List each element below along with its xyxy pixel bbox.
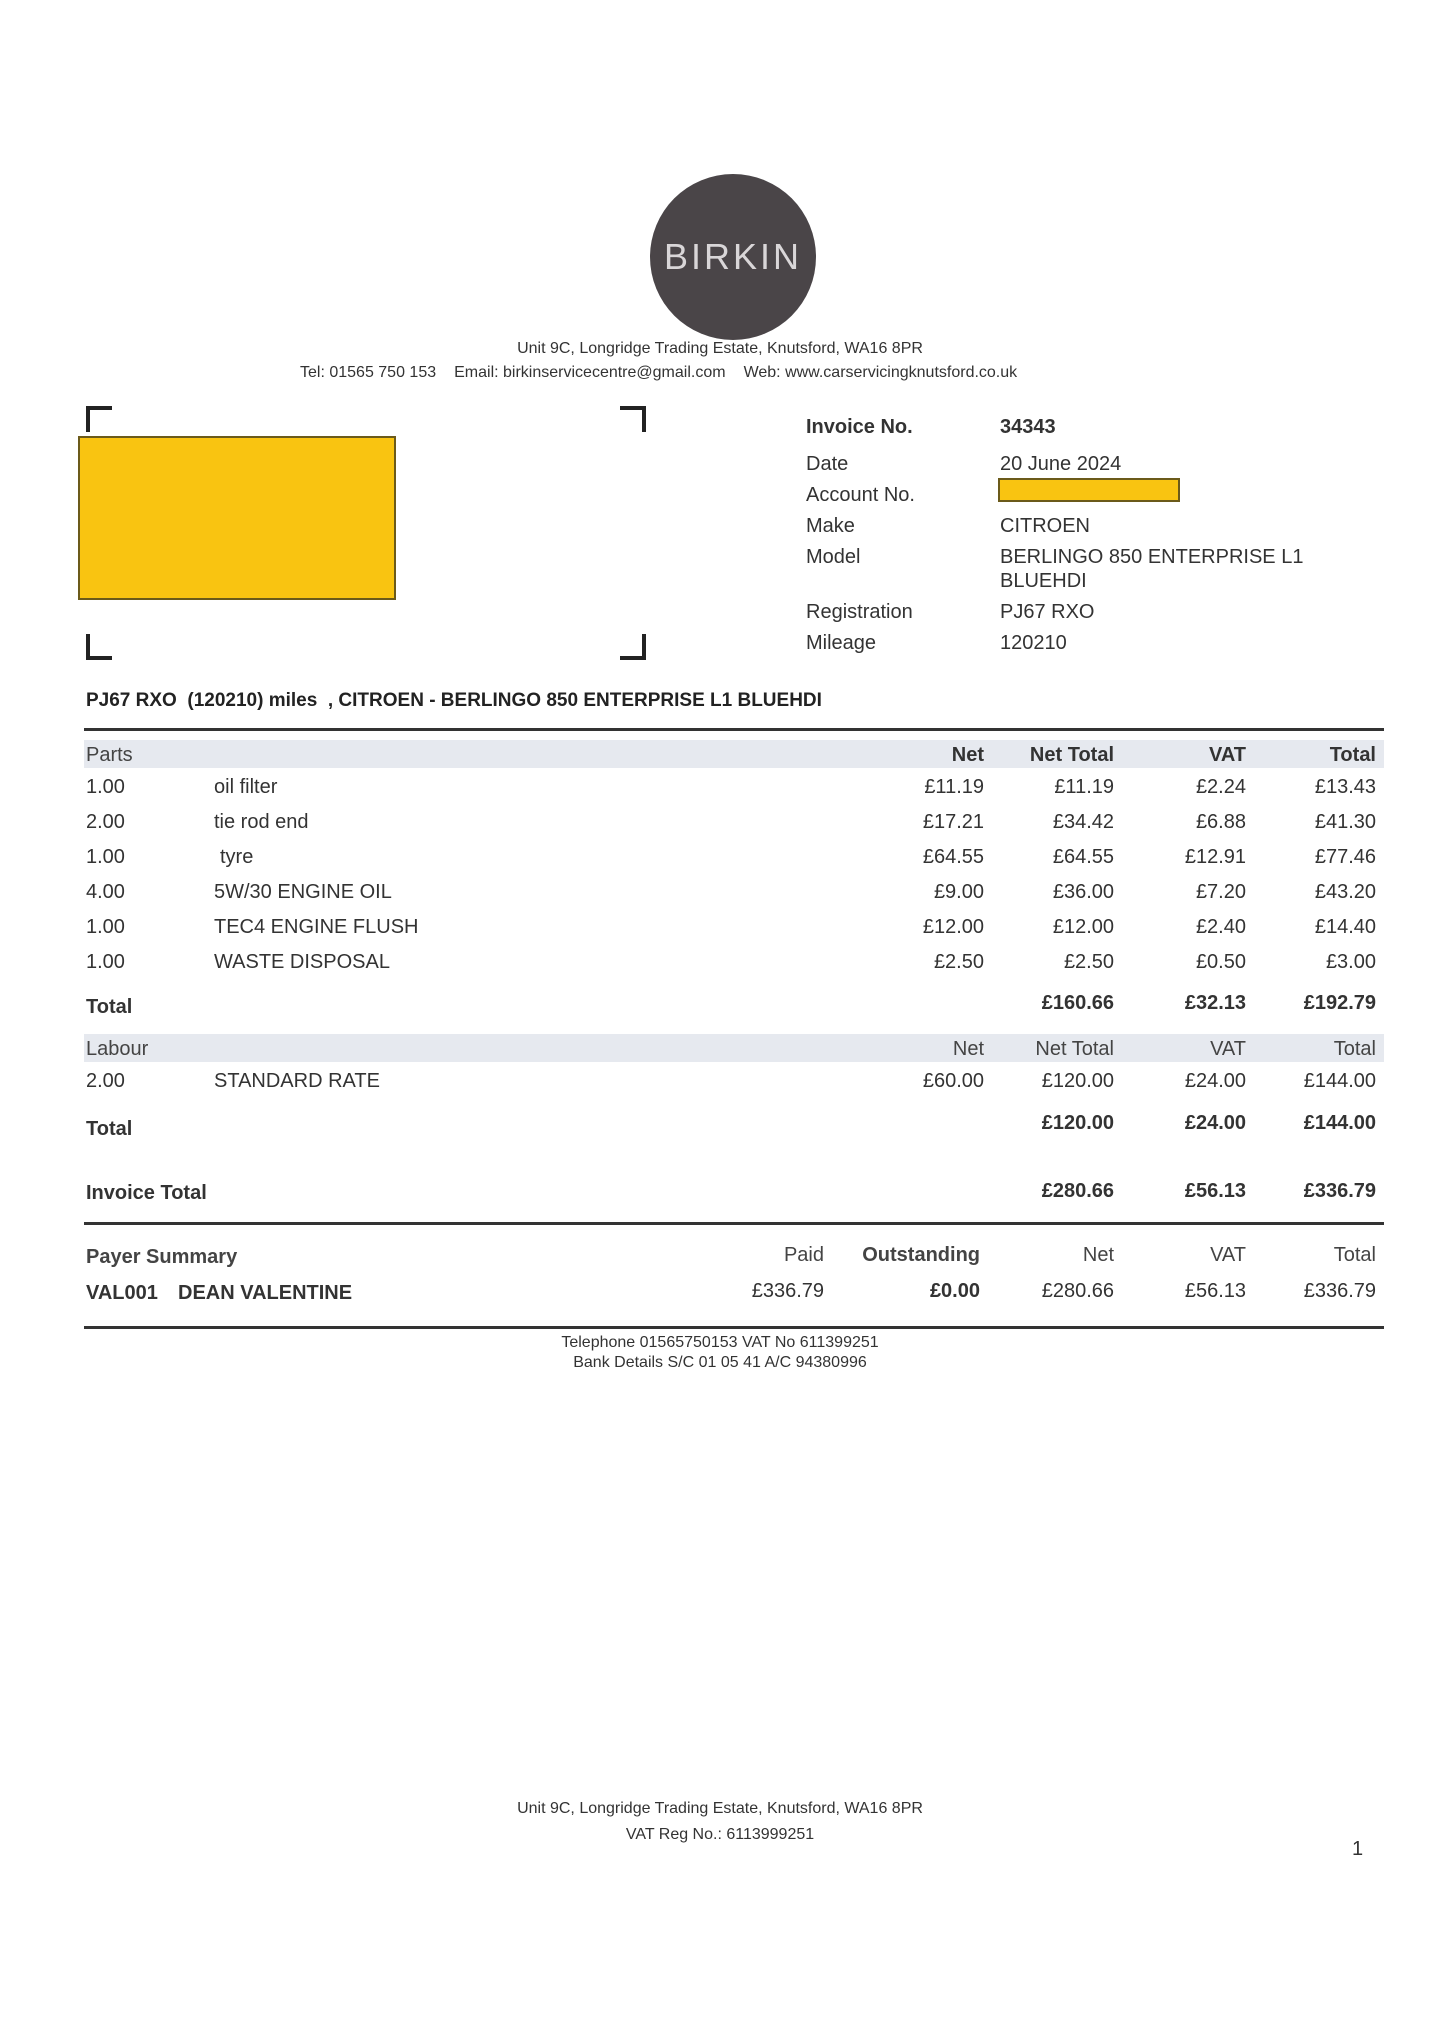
payer-vat: £56.13 — [1184, 1280, 1246, 1302]
make-label: Make — [806, 515, 855, 537]
logo-text: BIRKIN — [663, 236, 803, 277]
col-total-header: Total — [1329, 744, 1376, 766]
footer-address: Unit 9C, Longridge Trading Estate, Knutsford, WA16 8PR — [517, 1800, 923, 1817]
mileage-label: Mileage — [806, 632, 877, 654]
parts-vat-total: £32.13 — [1184, 992, 1246, 1014]
col-vat-header: VAT — [1208, 744, 1246, 766]
invoice-date: 20 June 2024 — [1000, 453, 1122, 475]
part-net-total: £11.19 — [1054, 776, 1114, 798]
part-net: £2.50 — [933, 951, 984, 973]
bank-details: Bank Details S/C 01 05 41 A/C 94380996 — [573, 1354, 867, 1371]
part-total: £3.00 — [1325, 951, 1376, 973]
page-number: 1 — [1352, 1838, 1364, 1860]
part-net-total: £64.55 — [1052, 846, 1114, 868]
labour-col-net-total-header: Net Total — [1035, 1038, 1114, 1060]
part-net-total: £34.42 — [1052, 811, 1114, 833]
part-qty: 1.00 — [86, 951, 125, 973]
account-no-redaction — [998, 478, 1180, 502]
part-vat: £12.91 — [1184, 846, 1246, 868]
parts-net-total: £160.66 — [1041, 992, 1114, 1014]
part-total: £41.30 — [1314, 811, 1376, 833]
telephone-vat-line: Telephone 01565750153 VAT No 611399251 — [561, 1334, 879, 1351]
part-total: £13.43 — [1314, 776, 1376, 798]
outstanding-label: Outstanding — [862, 1244, 980, 1266]
part-qty: 1.00 — [86, 846, 125, 868]
part-net: £64.55 — [922, 846, 984, 868]
invoice-grand-total: £336.79 — [1303, 1180, 1376, 1202]
payer-total-label: Total — [1333, 1244, 1376, 1266]
labour-total: £144.00 — [1303, 1070, 1376, 1092]
part-description: WASTE DISPOSAL — [214, 951, 390, 973]
labour-vat-total: £24.00 — [1184, 1112, 1246, 1134]
address-window-corner — [86, 406, 112, 432]
divider — [84, 1326, 1384, 1329]
part-net: £12.00 — [922, 916, 984, 938]
part-description: tie rod end — [214, 811, 309, 833]
part-vat: £7.20 — [1195, 881, 1246, 903]
parts-heading: Parts — [86, 744, 133, 766]
invoice-no-label: Invoice No. — [806, 416, 913, 438]
contact-line — [300, 364, 1170, 382]
invoice-net-total: £280.66 — [1041, 1180, 1114, 1202]
payer-outstanding: £0.00 — [929, 1280, 980, 1302]
payer-paid: £336.79 — [751, 1280, 824, 1302]
part-total: £77.46 — [1314, 846, 1376, 868]
part-description: tyre — [220, 846, 254, 868]
labour-total-label: Total — [86, 1118, 133, 1140]
part-vat: £0.50 — [1195, 951, 1246, 973]
invoice-no: 34343 — [1000, 416, 1056, 438]
part-net-total: £36.00 — [1052, 881, 1114, 903]
part-qty: 2.00 — [86, 811, 125, 833]
labour-net: £60.00 — [922, 1070, 984, 1092]
part-net: £17.21 — [922, 811, 984, 833]
company-email: Email: birkinservicecentre@gmail.com — [454, 364, 726, 381]
divider — [84, 728, 1384, 731]
divider — [84, 1222, 1384, 1225]
part-vat: £2.24 — [1195, 776, 1246, 798]
labour-grand-total: £144.00 — [1303, 1112, 1376, 1134]
account-no-label: Account No. — [806, 484, 915, 506]
labour-net-total-sum: £120.00 — [1041, 1112, 1114, 1134]
payer-total: £336.79 — [1303, 1280, 1376, 1302]
part-net: £9.00 — [933, 881, 984, 903]
labour-description: STANDARD RATE — [214, 1070, 380, 1092]
payer-vat-label: VAT — [1210, 1244, 1246, 1266]
part-qty: 4.00 — [86, 881, 125, 903]
vehicle-model-line1: BERLINGO 850 ENTERPRISE L1 — [1000, 546, 1304, 568]
model-label: Model — [806, 546, 861, 568]
invoice-vat-total: £56.13 — [1184, 1180, 1246, 1202]
address-window-corner — [620, 634, 646, 660]
labour-col-vat-header: VAT — [1210, 1038, 1246, 1060]
part-description: oil filter — [214, 776, 278, 798]
payer-summary-heading: Payer Summary — [86, 1246, 238, 1268]
company-address: Unit 9C, Longridge Trading Estate, Knutsford, WA16 8PR — [517, 340, 923, 357]
part-net-total: £2.50 — [1063, 951, 1114, 973]
company-logo — [650, 174, 816, 340]
labour-col-net-header: Net — [952, 1038, 984, 1060]
part-total: £14.40 — [1314, 916, 1376, 938]
vehicle-mileage: 120210 — [1000, 632, 1067, 654]
vehicle-summary-line: PJ67 RXO (120210) miles , CITROEN - BERLINGO 850 ENTERPRISE L1 BLUEHDI — [86, 690, 822, 711]
labour-heading: Labour — [86, 1038, 149, 1060]
part-net: £11.19 — [924, 776, 984, 798]
part-qty: 1.00 — [86, 916, 125, 938]
payer-net: £280.66 — [1041, 1280, 1114, 1302]
footer-vat-reg: VAT Reg No.: 6113999251 — [625, 1826, 815, 1843]
part-vat: £6.88 — [1195, 811, 1246, 833]
company-telephone: Tel: 01565 750 153 — [300, 364, 437, 381]
address-window-corner — [620, 406, 646, 432]
labour-vat: £24.00 — [1184, 1070, 1246, 1092]
col-net-total-header: Net Total — [1029, 744, 1114, 766]
labour-col-total-header: Total — [1333, 1038, 1376, 1060]
vehicle-registration: PJ67 RXO — [1000, 601, 1095, 623]
invoice-total-label: Invoice Total — [86, 1182, 207, 1204]
part-qty: 1.00 — [86, 776, 125, 798]
part-total: £43.20 — [1314, 881, 1376, 903]
labour-net-total: £120.00 — [1041, 1070, 1114, 1092]
parts-total-label: Total — [86, 996, 133, 1018]
part-vat: £2.40 — [1195, 916, 1246, 938]
company-website: Web: www.carservicingknutsford.co.uk — [743, 364, 1018, 381]
payer-name: DEAN VALENTINE — [178, 1282, 353, 1304]
part-net-total: £12.00 — [1052, 916, 1114, 938]
customer-address-redaction — [78, 436, 396, 600]
vehicle-make: CITROEN — [1000, 515, 1090, 537]
date-label: Date — [806, 453, 849, 475]
part-description: TEC4 ENGINE FLUSH — [214, 916, 419, 938]
payer-code: VAL001 — [86, 1282, 158, 1304]
parts-grand-total: £192.79 — [1303, 992, 1376, 1014]
labour-qty: 2.00 — [86, 1070, 125, 1092]
vehicle-model-line2: BLUEHDI — [1000, 570, 1087, 592]
payer-net-label: Net — [1082, 1244, 1114, 1266]
part-description: 5W/30 ENGINE OIL — [214, 881, 392, 903]
col-net-header: Net — [951, 744, 984, 766]
address-window-corner — [86, 634, 112, 660]
paid-label: Paid — [783, 1244, 824, 1266]
registration-label: Registration — [806, 601, 913, 623]
